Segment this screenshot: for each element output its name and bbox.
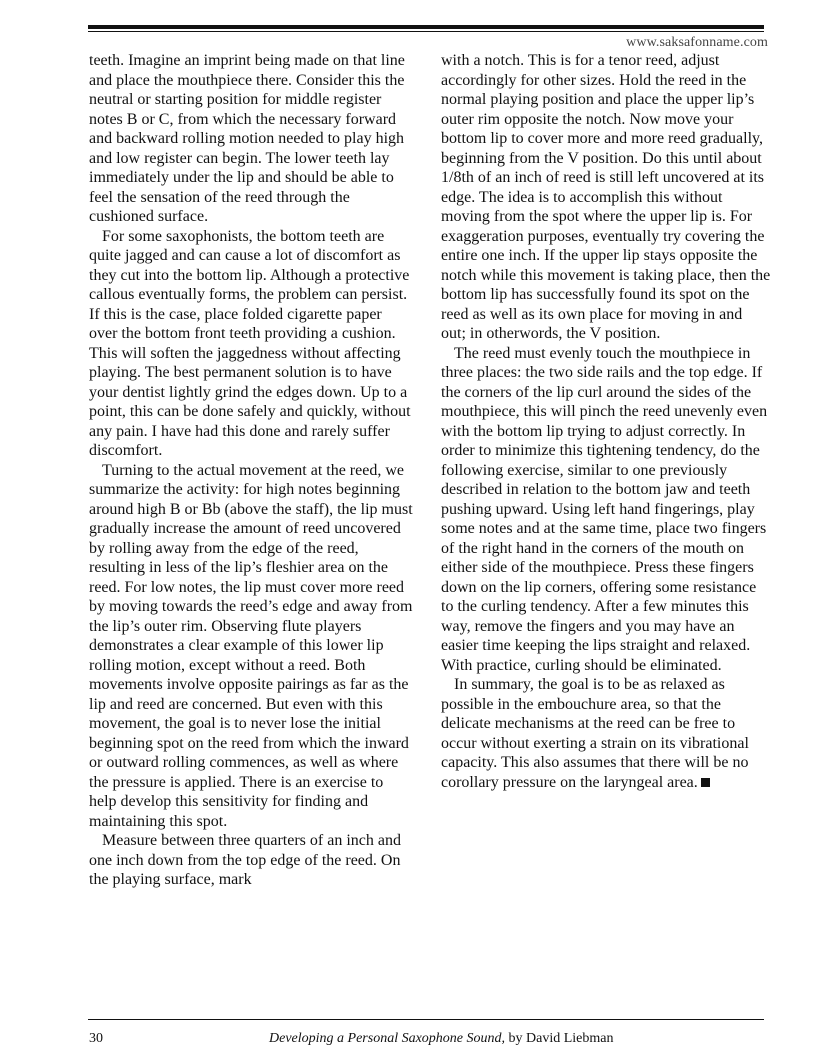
book-title: Developing a Personal Saxophone Sound, [269, 1031, 506, 1046]
paragraph: For some saxophonists, the bottom teeth are quite jagged and can cause a lot of discomfort as they cut into the bottom lip. Although a protective callous eventually forms, the problem can persist. If this is the case, place folded cigarette paper over the bottom front teeth providing a cushion. This will soften the jaggedness without affecting playing. The best permanent solution is to have your dentist lightly grind the edges down. Up to a point, this can be done safely and quickly, without any pain. I have had this done and rarely suffer discomfort. [89, 227, 411, 459]
header-rule-thick [88, 25, 764, 29]
paragraph: Measure between three quarters of an inch and one inch down from the top edge of the reed. On the playing surface, mark [89, 832, 401, 888]
paragraph-final [441, 675, 771, 792]
paragraph: with a notch. This is for a tenor reed, adjust accordingly for other sizes. Hold the reed in the normal playing position and place the upper lip’s outer rim opposite the notch. Now move your bottom lip to cover more and more reed gradually, beginning from the V position. Do this until about 1/8th of an inch of reed is still left uncovered at its edge. The idea is to accomplish this without moving from the spot where the upper lip is. For exaggeration purposes, eventually try covering the entire one inch. If the upper lip stays opposite the notch while this movement is taking place, then the bottom lip has successfully found its spot on the reed as well as its own place for moving in and out; in otherwords, the V position. [441, 52, 771, 342]
page-number: 30 [89, 1031, 103, 1046]
end-of-article-mark [701, 778, 710, 787]
paragraph-text: In summary, the goal is to be as relaxed as possible in the embouchure area, so that the delicate mechanisms at the reed can be free to occur without exerting a strain on its vibrational capacity. This also assumes that there will be no corollary pressure on the laryngeal area. [441, 676, 749, 791]
footer-rule [88, 1019, 764, 1020]
watermark-url: www.saksafonname.com [626, 35, 768, 50]
author-byline: by David Liebman [505, 1031, 614, 1046]
paragraph: The reed must evenly touch the mouthpiece in three places: the two side rails and the top edge. If the corners of the lip curl around the sides of the mouthpiece, this will pinch the reed unevenly even with the bottom lip trying to adjust correctly. In order to minimize this tightening tendency, do the following exercise, similar to one previously described in relation to the bottom jaw and teeth pushing upward. Using left hand fingerings, play some notes and at the same time, place two fingers of the right hand in the corners of the mouth on either side of the mouthpiece. Press these fingers down on the lip corners, offering some resistance to the curling tendency. After a few minutes this way, remove the fingers and you may have an easier time keeping the lips straight and relaxed. With practice, curling should be eliminated. [441, 344, 768, 674]
paragraph: Turning to the actual movement at the reed, we summarize the activity: for high notes beginning around high B or Bb (above the staff), the lip must gradually increase the amount of reed uncovered by rolling away from the edge of the reed, resulting in less of the lip’s fleshier area on the reed. For low notes, the lip must cover more reed by moving towards the reed’s edge and away from the lip’s outer rim. Observing flute players demonstrates a clear example of this lower lip rolling motion, except without a reed. Both movements involve opposite pairings as far as the lip and reed are concerned. But even with this movement, the goal is to never lose the initial beginning spot on the reed from which the inward or outward rolling commences, as well as where the pressure is applied. There is an exercise to help develop this sensitivity for finding and maintaining this spot. [89, 461, 413, 830]
header-rule-thin [88, 31, 764, 32]
paragraph: teeth. Imagine an imprint being made on that line and place the mouthpiece there. Consider this the neutral or starting position for middle register notes B or C, from which the necessary forward and backward rolling motion needed to play high and low register can begin. The lower teeth lay immediately under the lip and should be able to feel the sensation of the reed through the cushioned surface. [89, 52, 405, 225]
left-column [89, 51, 414, 890]
footer-credit [269, 1031, 614, 1047]
right-column [441, 51, 771, 792]
